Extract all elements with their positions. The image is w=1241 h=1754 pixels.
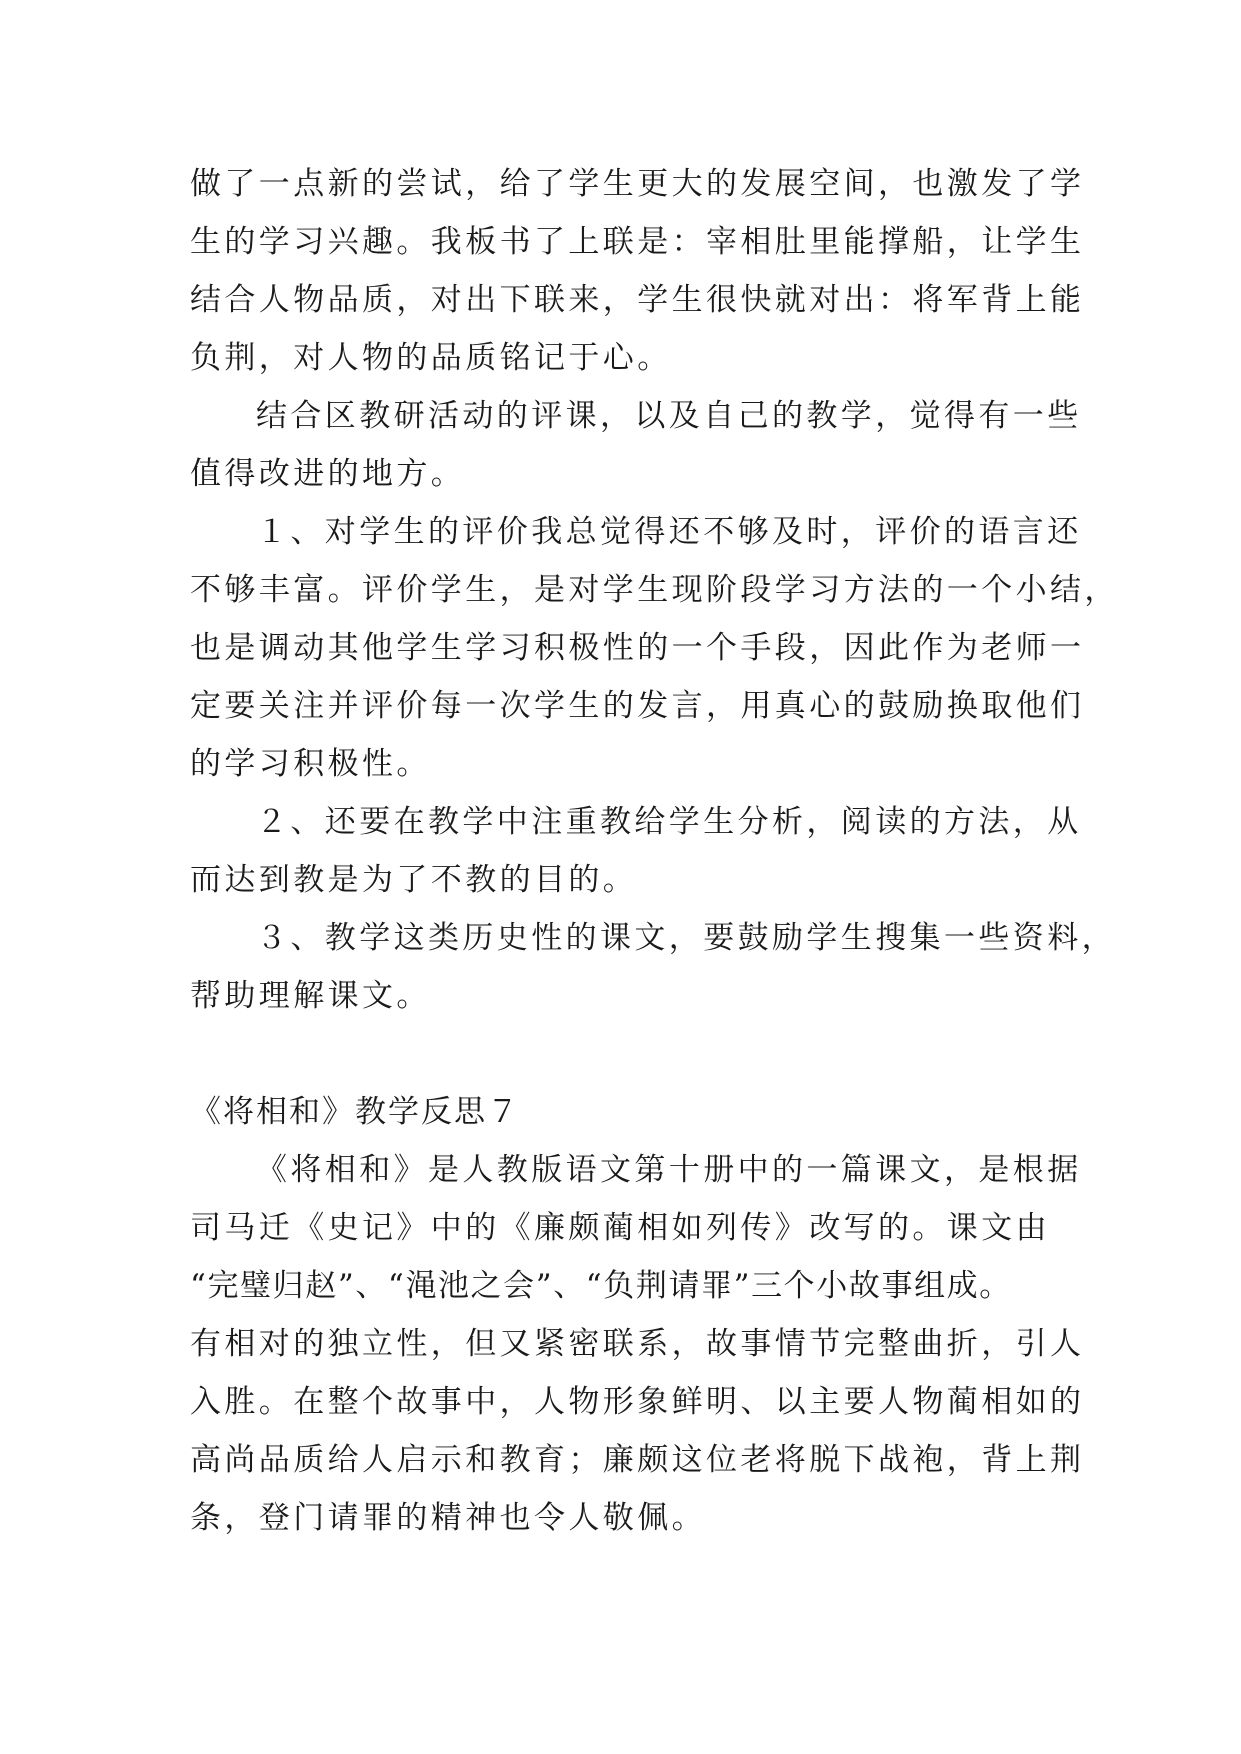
paragraph-first-line: 结合区教研活动的评课，以及自己的教学，觉得有一些 — [256, 398, 1082, 434]
body-text-line: 结合人物品质，对出下联来，学生很快就对出：将军背上能 — [190, 282, 1085, 318]
list-item-3: ３、教学这类历史性的课文，要鼓励学生搜集一些资料， — [256, 920, 1116, 956]
body-text-line: 的学习积极性。 — [190, 746, 431, 782]
body-text-line: 有相对的独立性，但又紧密联系，故事情节完整曲折，引人 — [190, 1326, 1085, 1362]
list-item-2: ２、还要在教学中注重教给学生分析，阅读的方法，从 — [256, 804, 1082, 840]
body-text-line: 生的学习兴趣。我板书了上联是：宰相肚里能撑船，让学生 — [190, 224, 1085, 260]
body-text-line: 也是调动其他学生学习积极性的一个手段，因此作为老师一 — [190, 630, 1085, 666]
body-text-line: 入胜。在整个故事中，人物形象鲜明、以主要人物蔺相如的 — [190, 1384, 1085, 1420]
body-text-line: 做了一点新的尝试，给了学生更大的发展空间，也激发了学 — [190, 166, 1085, 202]
body-text-line: 条，登门请罪的精神也令人敬佩。 — [190, 1500, 706, 1536]
body-text-line: 而达到教是为了不教的目的。 — [190, 862, 638, 898]
body-text-line: 定要关注并评价每一次学生的发言，用真心的鼓励换取他们 — [190, 688, 1085, 724]
section-heading: 《将相和》教学反思７ — [190, 1094, 520, 1130]
body-text-line: 值得改进的地方。 — [190, 456, 466, 492]
list-item-1: １、对学生的评价我总觉得还不够及时，评价的语言还 — [256, 514, 1082, 550]
body-text-line: 高尚品质给人启示和教育；廉颇这位老将脱下战袍，背上荆 — [190, 1442, 1085, 1478]
body-text-line: 帮助理解课文。 — [190, 978, 431, 1014]
body-text-line: 不够丰富。评价学生，是对学生现阶段学习方法的一个小结， — [190, 572, 1119, 608]
body-text-line: 司马迁《史记》中的《廉颇蔺相如列传》改写的。课文由 — [190, 1210, 1050, 1246]
body-text-line: “完璧归赵”、“渑池之会”、“负荆请罪”三个小故事组成。 — [190, 1268, 1012, 1304]
body-text-line: 负荆，对人物的品质铭记于心。 — [190, 340, 672, 376]
paragraph-first-line: 《将相和》是人教版语文第十册中的一篇课文，是根据 — [256, 1152, 1082, 1188]
